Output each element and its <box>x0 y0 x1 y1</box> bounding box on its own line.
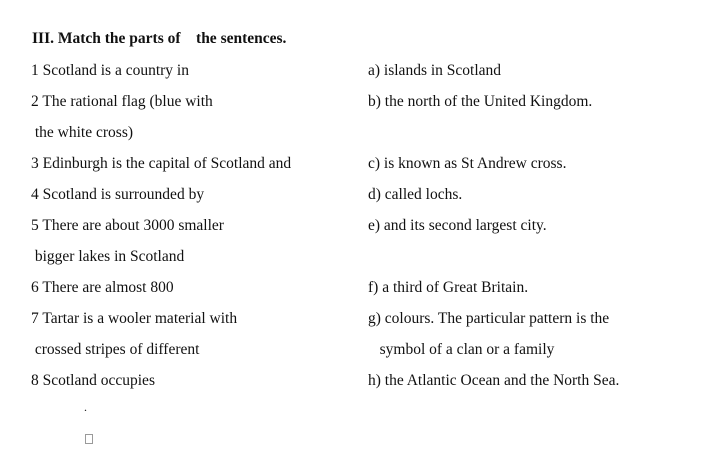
left-item-7-cont: crossed stripes of different <box>31 341 200 358</box>
empty-box-icon <box>85 434 93 444</box>
left-item-4: 4 Scotland is surrounded by <box>31 186 205 203</box>
right-item-c: c) is known as St Andrew cross. <box>368 155 567 172</box>
exercise-heading: III. Match the parts of the sentences. <box>32 30 287 47</box>
right-item-d: d) called lochs. <box>368 186 463 203</box>
right-item-h: h) the Atlantic Ocean and the North Sea. <box>368 372 620 389</box>
left-item-3: 3 Edinburgh is the capital of Scotland and <box>31 155 292 172</box>
left-item-7: 7 Tartar is a wooler material with <box>31 310 238 327</box>
right-item-f: f) a third of Great Britain. <box>368 279 529 296</box>
left-item-2: 2 The rational flag (blue with <box>31 93 213 110</box>
right-item-e: e) and its second largest city. <box>368 217 547 234</box>
left-item-5-cont: bigger lakes in Scotland <box>31 248 185 265</box>
right-item-g-cont: symbol of a clan or a family <box>368 341 555 358</box>
stray-dot: . <box>84 400 87 414</box>
right-item-g: g) colours. The particular pattern is the <box>368 310 610 327</box>
left-item-6: 6 There are almost 800 <box>31 279 174 296</box>
right-item-a: a) islands in Scotland <box>368 62 502 79</box>
left-item-8: 8 Scotland occupies <box>31 372 155 389</box>
right-item-b: b) the north of the United Kingdom. <box>368 93 593 110</box>
left-item-2-cont: the white cross) <box>31 124 134 141</box>
left-item-1: 1 Scotland is a country in <box>31 62 189 79</box>
left-item-5: 5 There are about 3000 smaller <box>31 217 224 234</box>
